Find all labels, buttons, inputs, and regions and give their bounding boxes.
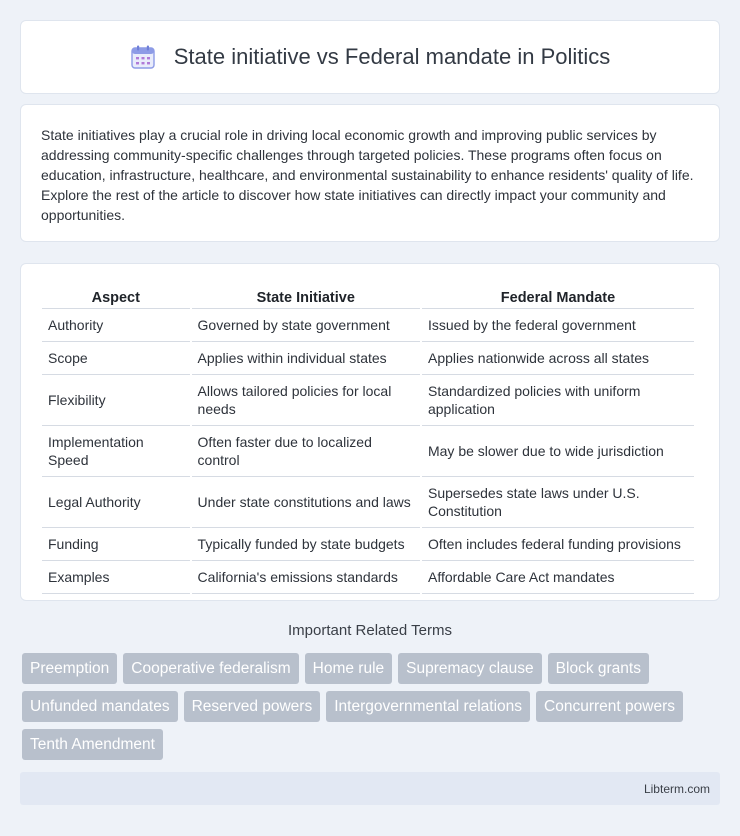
header-aspect: Aspect xyxy=(42,286,190,309)
footer xyxy=(20,772,720,805)
cell-federal: Issued by the federal government xyxy=(422,309,694,342)
intro-text: State initiatives play a crucial role in driving local economic growth and improving public services by addressing community-specific challenges through targeted policies. These programs often focus on education, infrastructure, healthcare, and environmental sustainability to enhance residents' quality of life. Explore the rest of the article to discover how state initiatives can directly impact your community and opportunities. xyxy=(41,127,694,223)
cell-aspect: Flexibility xyxy=(42,375,190,426)
related-terms-list xyxy=(22,653,722,760)
comparison-card xyxy=(20,263,720,601)
cell-federal: Supersedes state laws under U.S. Constitution xyxy=(422,477,694,528)
cell-aspect: Implementation Speed xyxy=(42,426,190,477)
term-tag[interactable]: Supremacy clause xyxy=(398,653,542,684)
table-row xyxy=(42,561,694,594)
cell-state: Typically funded by state budgets xyxy=(192,528,420,561)
cell-state: California's emissions standards xyxy=(192,561,420,594)
term-tag[interactable]: Tenth Amendment xyxy=(22,729,163,760)
cell-state: Governed by state government xyxy=(192,309,420,342)
table-row xyxy=(42,477,694,528)
cell-aspect: Scope xyxy=(42,342,190,375)
term-tag[interactable]: Concurrent powers xyxy=(536,691,683,722)
table-row xyxy=(42,309,694,342)
term-tag[interactable]: Preemption xyxy=(22,653,117,684)
cell-federal: Standardized policies with uniform application xyxy=(422,375,694,426)
table-row xyxy=(42,342,694,375)
term-tag[interactable]: Block grants xyxy=(548,653,649,684)
term-tag[interactable]: Cooperative federalism xyxy=(123,653,298,684)
related-terms-title: Important Related Terms xyxy=(288,622,452,639)
cell-aspect: Authority xyxy=(42,309,190,342)
header-card xyxy=(20,20,720,94)
page-title: State initiative vs Federal mandate in Politics xyxy=(173,44,611,69)
cell-state: Under state constitutions and laws xyxy=(192,477,420,528)
term-tag[interactable]: Reserved powers xyxy=(184,691,321,722)
footer-site-link[interactable]: Libterm.com xyxy=(643,781,710,796)
title-wrap xyxy=(130,44,611,70)
cell-aspect: Funding xyxy=(42,528,190,561)
table-header-row xyxy=(42,286,694,309)
cell-aspect: Examples xyxy=(42,561,190,594)
cell-federal: May be slower due to wide jurisdiction xyxy=(422,426,694,477)
term-tag[interactable]: Home rule xyxy=(305,653,393,684)
comparison-table xyxy=(40,286,696,594)
table-row xyxy=(42,375,694,426)
cell-state: Often faster due to localized control xyxy=(192,426,420,477)
table-row xyxy=(42,528,694,561)
header-federal-mandate: Federal Mandate xyxy=(422,286,694,309)
intro-card xyxy=(20,104,720,242)
cell-state: Applies within individual states xyxy=(192,342,420,375)
calendar-icon xyxy=(130,44,156,70)
term-tag[interactable]: Unfunded mandates xyxy=(22,691,178,722)
cell-federal: Applies nationwide across all states xyxy=(422,342,694,375)
header-state-initiative: State Initiative xyxy=(192,286,420,309)
cell-state: Allows tailored policies for local needs xyxy=(192,375,420,426)
cell-aspect: Legal Authority xyxy=(42,477,190,528)
term-tag[interactable]: Intergovernmental relations xyxy=(326,691,530,722)
cell-federal: Affordable Care Act mandates xyxy=(422,561,694,594)
cell-federal: Often includes federal funding provisions xyxy=(422,528,694,561)
table-row xyxy=(42,426,694,477)
